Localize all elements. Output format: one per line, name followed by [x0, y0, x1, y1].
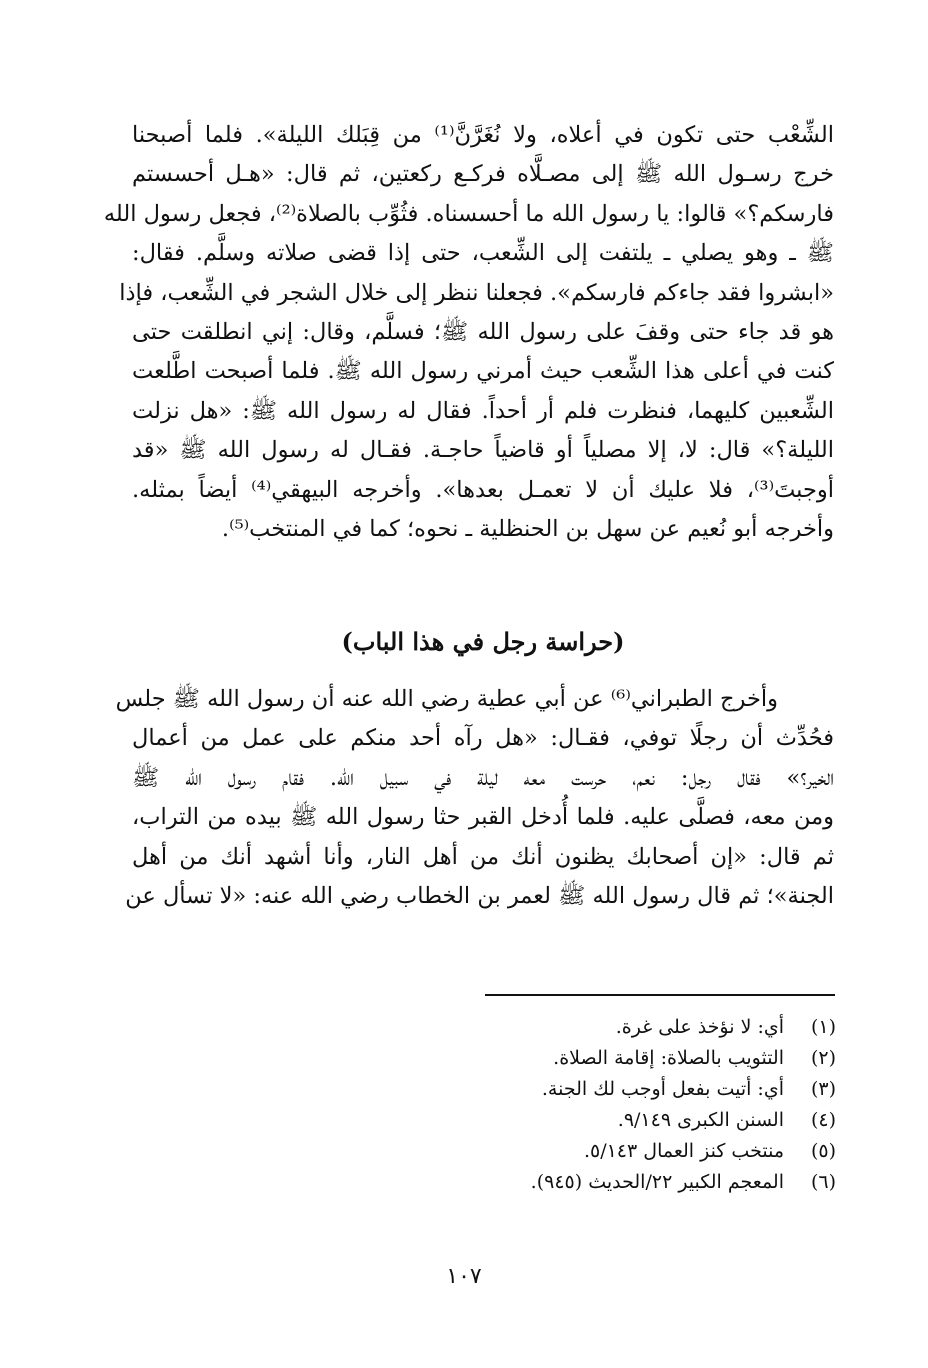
section-heading: (حراسة رجل في هذا الباب) — [341, 627, 625, 656]
footnote-text: السنن الكبرى ٩/١٤٩. — [617, 1109, 784, 1131]
text-line: كنت في أعلى هذا الشِّعب حيث أمرني رسول الله ﷺ. فلما أصبحت اطَّلعت — [132, 358, 834, 385]
text-line: ثم قال: «إن أصحابك يظنون أنك من أهل النار، وأنا أشهد أنك من أهل — [132, 843, 834, 870]
footnote-number: (٢) — [810, 1047, 836, 1069]
footnote — [400, 1047, 836, 1078]
footnote-text: المعجم الكبير ٢٢/الحديث (٩٤٥). — [530, 1171, 784, 1193]
text-line: الشِّعبين كليهما، فنظرت فلم أر أحداً. فقال له رسول الله ﷺ: «هل نزلت — [132, 397, 834, 424]
footnote-text: أي: لا نؤخذ على غرة. — [615, 1016, 784, 1038]
text-line: الشِّعْب حتى تكون في أعلاه، ولا نُغَرَّنَّ⁽¹⁾ من قِبَلك الليلة». فلما أصبحنا — [132, 122, 834, 148]
footnote-text: أي: أتيت بفعل أوجب لك الجنة. — [541, 1078, 784, 1100]
text-line: الليلة؟» قال: لا، إلا مصلياً أو قاضياً حاجـة. فقـال له رسول الله ﷺ «قد — [132, 437, 834, 464]
text-line: أوجبتَ⁽³⁾، فلا عليك أن لا تعمـل بعدها». وأخرجه البيهقي⁽⁴⁾ أيضاً بمثله. — [132, 476, 834, 503]
text-line: الخير؟» فقال رجل: نعم، حرست معه ليلة في سبيل الله. فقام رسول الله ﷺ — [132, 764, 834, 791]
footnote-number: (١) — [810, 1016, 836, 1038]
text-line: ومن معه، فصلَّى عليه. فلما أُدخل القبر حثا رسول الله ﷺ بيده من التراب، — [132, 804, 834, 831]
footnote — [400, 1140, 836, 1171]
text-line: خرج رسـول الله ﷺ إلى مصـلَّاه فركـع ركعتين، ثم قال: «هـل أحسستم — [132, 161, 834, 188]
footnote-text: منتخب كنز العمال ٥/١٤٣. — [583, 1140, 784, 1162]
text-line: فارسكم؟» قالوا: يا رسول الله ما أحسسناه. فثُوِّب بالصلاة⁽²⁾، فجعل رسول الله — [103, 200, 834, 227]
footnote-text: التثويب بالصلاة: إقامة الصلاة. — [553, 1047, 784, 1069]
footnote-number: (٥) — [810, 1140, 836, 1162]
footnote-number: (٤) — [810, 1109, 836, 1131]
paragraph-1 — [103, 116, 834, 549]
text-line: ﷺ ـ وهو يصلي ـ يلتفت إلى الشِّعب، حتى إذا قضى صلاته وسلَّم. فقال: — [132, 240, 834, 267]
text-line: هو قد جاء حتى وقفَ على رسول الله ﷺ؛ فسلَّم، وقال: إني انطلقت حتى — [132, 319, 834, 346]
footnotes — [400, 1016, 836, 1202]
text-line: الجنة»؛ ثم قال رسول الله ﷺ لعمر بن الخطاب رضي الله عنه: «لا تسأل عن — [125, 883, 834, 910]
footnote-divider — [485, 994, 835, 996]
text-line: وأخرج الطبراني⁽⁶⁾ عن أبي عطية رضي الله عنه أن رسول الله ﷺ جلس — [115, 686, 778, 712]
paragraph-2 — [115, 680, 834, 916]
footnote — [400, 1016, 836, 1047]
footnote-number: (٦) — [810, 1171, 836, 1193]
text-line: وأخرجه أبو نُعيم عن سهل بن الحنظلية ـ نحوه؛ كما في المنتخب⁽⁵⁾. — [221, 516, 834, 543]
text-line: «ابشروا فقد جاءكم فارسكم». فجعلنا ننظر إلى خلال الشجر في الشِّعب، فإذا — [119, 279, 834, 306]
footnote — [400, 1171, 836, 1202]
text-line: فحُدِّث أن رجلًا توفي، فقـال: «هل رآه أحد منكم على عمل من أعمال — [132, 725, 834, 752]
footnote — [400, 1109, 836, 1140]
footnote — [400, 1078, 836, 1109]
footnote-number: (٣) — [810, 1078, 836, 1100]
page-number: ١٠٧ — [446, 1264, 482, 1289]
